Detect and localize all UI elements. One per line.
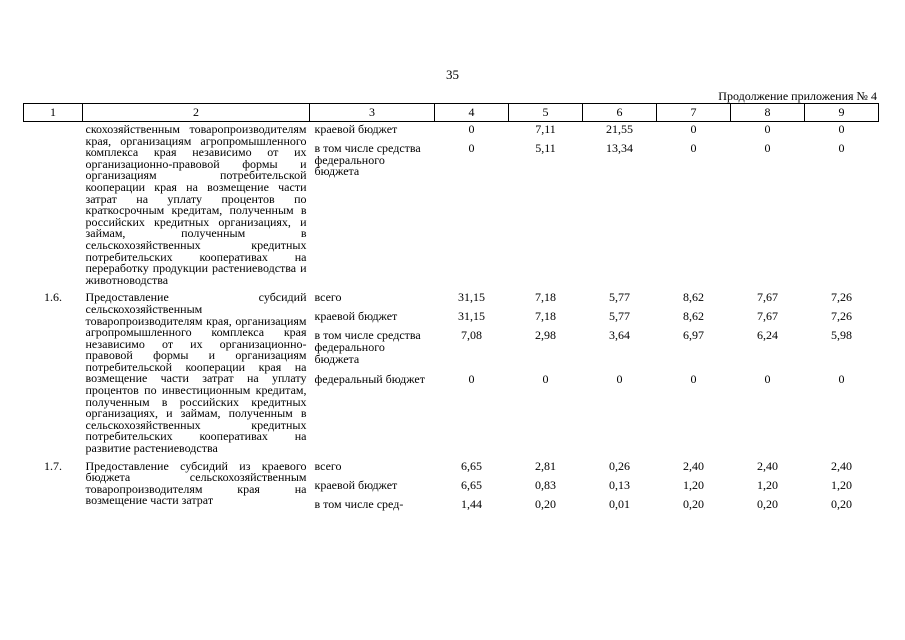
funding-source: в том числе сред- xyxy=(314,496,404,511)
col-header: 6 xyxy=(583,104,657,122)
value-cell xyxy=(509,290,583,458)
page-number: 35 xyxy=(446,67,459,82)
value-cell xyxy=(805,122,879,291)
value: 8,62 xyxy=(683,290,704,305)
value: 0 xyxy=(690,141,697,155)
funding-source-cell xyxy=(310,290,435,458)
row-description: Предоставление субсидий сельскохозяйственным товаропроизводителям края, организациям агропромышленного комплекса края независимо от их организационно-правовой формы и организациям потребительской кооперации края на возмещение части затрат на уплату процентов по инвестиционным кредитам, полученным в российских кредитных организациях, и займам, полученным в сельскохозяйственных кредитных потребительских кооперативах на развитие растениеводства xyxy=(85,290,307,456)
col-header: 3 xyxy=(310,104,435,122)
col-header: 1 xyxy=(24,104,83,122)
value: 13,34 xyxy=(606,141,633,155)
row-number: 1.7. xyxy=(44,458,62,473)
value: 7,67 xyxy=(757,290,778,305)
value: 0,01 xyxy=(609,496,630,511)
value: 0 xyxy=(838,141,845,155)
value: 0,20 xyxy=(757,496,778,511)
table-row xyxy=(24,122,879,291)
value: 0,26 xyxy=(609,458,630,473)
value-cell xyxy=(731,122,805,291)
value-cell xyxy=(435,459,509,511)
value-cell xyxy=(509,122,583,291)
value-cell xyxy=(731,459,805,511)
value: 8,62 xyxy=(683,309,704,324)
value-cell xyxy=(583,122,657,291)
value: 0 xyxy=(468,122,475,136)
value: 7,67 xyxy=(757,309,778,324)
value-cell xyxy=(731,290,805,458)
funding-source: краевой бюджет xyxy=(314,477,398,492)
value: 5,11 xyxy=(535,141,556,155)
value: 0 xyxy=(838,372,845,387)
value: 0 xyxy=(764,372,771,387)
value: 3,64 xyxy=(609,328,630,343)
col-header: 2 xyxy=(83,104,310,122)
budget-table xyxy=(23,103,879,511)
funding-source: краевой бюджет xyxy=(314,122,398,136)
value: 0,13 xyxy=(609,477,630,492)
value: 1,44 xyxy=(461,496,482,511)
value: 1,20 xyxy=(831,477,852,492)
value-cell xyxy=(583,290,657,458)
value: 5,77 xyxy=(609,290,630,305)
value: 7,08 xyxy=(461,328,482,343)
continuation-note: Продолжение приложения № 4 xyxy=(718,89,877,103)
value: 31,15 xyxy=(458,309,485,324)
value-cell xyxy=(657,290,731,458)
value: 5,77 xyxy=(609,309,630,324)
value: 1,20 xyxy=(683,477,704,492)
value: 6,65 xyxy=(461,477,482,492)
value: 1,20 xyxy=(757,477,778,492)
value: 0 xyxy=(616,372,623,387)
value-cell xyxy=(805,459,879,511)
col-header: 9 xyxy=(805,104,879,122)
row-description: скохозяйственным товаропроизводителям края, организациям агропромышленного комплекса края независимо от их организационно-правовой формы и организациям потребительской кооперации края на возмещение части затрат на уплату процентов по краткосрочным кредитам, полученным в российских кредитных организациях, и займам, полученным в сельскохозяйственных кредитных потребительских кооперативах на переработку продукции растениеводства и животноводства xyxy=(85,122,307,287)
value: 6,97 xyxy=(683,328,704,343)
row-description: Предоставление субсидий из краевого бюджета сельскохозяйственным товаропроизводителям края на возмещение части затрат xyxy=(85,458,307,508)
value: 7,11 xyxy=(535,122,556,136)
value: 0 xyxy=(690,372,697,387)
value-cell xyxy=(583,459,657,511)
value: 0,20 xyxy=(535,496,556,511)
funding-source: в том числе средства федерального бюджета xyxy=(314,328,421,366)
value: 5,98 xyxy=(831,328,852,343)
funding-source: краевой бюджет xyxy=(314,309,398,324)
header-row xyxy=(24,104,879,122)
col-header: 7 xyxy=(657,104,731,122)
value: 0 xyxy=(468,372,475,387)
value-cell xyxy=(657,122,731,291)
table-row xyxy=(24,459,879,511)
value: 7,26 xyxy=(831,290,852,305)
table-row xyxy=(24,290,879,458)
funding-source-cell xyxy=(310,459,435,511)
value: 2,40 xyxy=(831,458,852,473)
col-header: 5 xyxy=(509,104,583,122)
value: 31,15 xyxy=(458,290,485,305)
col-header: 8 xyxy=(731,104,805,122)
value: 0 xyxy=(468,141,475,155)
value: 2,40 xyxy=(683,458,704,473)
funding-source: федеральный бюджет xyxy=(314,372,425,387)
value: 7,18 xyxy=(535,290,556,305)
value: 6,24 xyxy=(757,328,778,343)
col-header: 4 xyxy=(435,104,509,122)
row-number: 1.6. xyxy=(44,290,62,305)
value-cell xyxy=(805,290,879,458)
value: 7,18 xyxy=(535,309,556,324)
value: 0,20 xyxy=(683,496,704,511)
value: 0 xyxy=(838,122,845,136)
value: 21,55 xyxy=(606,122,633,136)
value: 0 xyxy=(764,141,771,155)
value-cell xyxy=(657,459,731,511)
funding-source: всего xyxy=(314,290,342,305)
value: 0,20 xyxy=(831,496,852,511)
funding-source: всего xyxy=(314,458,342,473)
value: 0 xyxy=(764,122,771,136)
value: 7,26 xyxy=(831,309,852,324)
value-cell xyxy=(435,290,509,458)
value-cell xyxy=(509,459,583,511)
value: 6,65 xyxy=(461,458,482,473)
row-number xyxy=(24,122,83,291)
value: 2,98 xyxy=(535,328,556,343)
value: 2,40 xyxy=(757,458,778,473)
value: 0 xyxy=(690,122,697,136)
value: 2,81 xyxy=(535,458,556,473)
value-cell xyxy=(435,122,509,291)
funding-source: в том числе средства федерального бюджета xyxy=(314,141,421,179)
funding-source-cell xyxy=(310,122,435,291)
value: 0 xyxy=(542,372,549,387)
value: 0,83 xyxy=(535,477,556,492)
